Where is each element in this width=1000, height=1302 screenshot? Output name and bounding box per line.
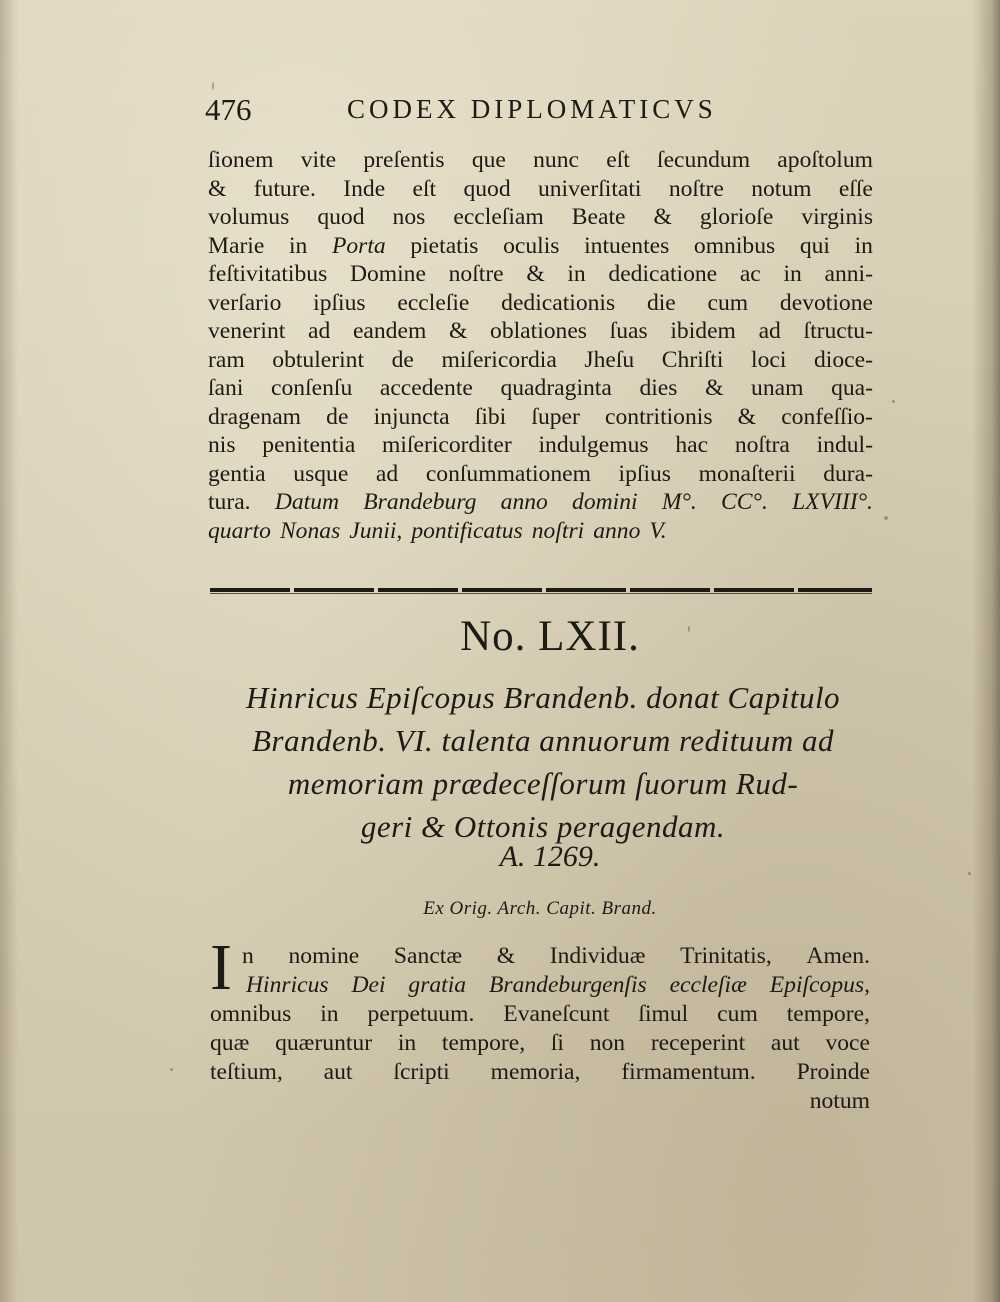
word: pietatis xyxy=(410,232,479,259)
word: volumus xyxy=(208,204,290,230)
word: dies xyxy=(639,375,678,401)
word: die xyxy=(646,289,676,316)
word: conſummationem xyxy=(425,460,591,487)
word: receperint xyxy=(650,1030,746,1056)
word: qui xyxy=(799,232,830,259)
word: Brandeburg xyxy=(363,489,477,515)
word: usque xyxy=(293,460,349,487)
word: omnibus xyxy=(210,1001,292,1027)
word: feſtivitatibus xyxy=(208,261,328,287)
word: de xyxy=(326,403,349,430)
word: Inde xyxy=(343,175,386,202)
word: ſtructu- xyxy=(803,318,873,344)
word: nis xyxy=(208,432,236,458)
word: injuncta xyxy=(373,403,450,430)
word: anni- xyxy=(824,261,873,287)
text-line xyxy=(208,488,873,517)
word: monaſterii xyxy=(698,460,796,487)
text-line xyxy=(208,460,873,489)
word: venerint xyxy=(208,318,286,344)
running-head xyxy=(205,92,745,132)
word: quæ xyxy=(210,1030,250,1056)
divider-thin-line xyxy=(210,593,872,594)
word: Evaneſcunt xyxy=(503,1001,610,1027)
text-line xyxy=(210,1058,870,1087)
word: ipſius xyxy=(313,289,366,316)
word: quod xyxy=(463,175,511,202)
text-line xyxy=(210,971,870,1000)
word: anno xyxy=(500,489,548,515)
word: dioce- xyxy=(814,346,873,373)
word: ſcripti xyxy=(393,1059,450,1085)
word: teſtium, xyxy=(210,1059,283,1085)
word: que xyxy=(471,147,506,173)
word: tempore, xyxy=(441,1030,526,1056)
word: noſtre xyxy=(668,175,724,202)
word: ſionem xyxy=(208,147,274,173)
word: intuentes xyxy=(584,232,670,259)
word: & xyxy=(448,318,468,344)
word: Jheſu xyxy=(584,346,635,373)
word: noſtre xyxy=(448,261,504,287)
word: obtulerint xyxy=(272,346,365,373)
catchword: notum xyxy=(809,1088,870,1114)
word: penitentia xyxy=(262,432,356,458)
word: ſani xyxy=(208,375,244,401)
body-paragraph xyxy=(208,146,873,545)
word: Trinitatis, xyxy=(680,943,772,969)
word: voce xyxy=(825,1030,870,1056)
word: & xyxy=(208,175,227,202)
word: contritionis xyxy=(605,403,713,430)
headnote-line: memoriam prædeceſſorum ſuorum Rud- xyxy=(287,766,799,801)
word: preſentis xyxy=(363,147,445,173)
paper-speck xyxy=(170,1068,173,1071)
word: quarto xyxy=(208,517,271,544)
word: apoſtolum xyxy=(777,147,873,173)
headnote-line: Brandenb. VI. talenta annuorum redituum ad xyxy=(251,723,835,758)
word: omnibus xyxy=(693,232,776,259)
headnote-line: geri & Ottonis peragendam. xyxy=(360,809,726,844)
word: Epiſcopus, xyxy=(769,972,870,998)
word: eſt xyxy=(412,175,437,202)
word: de xyxy=(391,346,414,373)
word: perpetuum. xyxy=(367,1001,475,1027)
divider-thick-line xyxy=(210,588,872,592)
word: nomine xyxy=(288,943,360,969)
word: conſenſu xyxy=(271,375,353,401)
word: noſtra xyxy=(734,432,790,458)
word: Brandeburgenſis xyxy=(488,972,647,998)
word: in xyxy=(567,261,586,287)
word: miſericordia xyxy=(441,346,557,373)
paper-speck xyxy=(212,82,214,90)
text-line xyxy=(208,431,873,460)
word: Sanctæ xyxy=(393,943,463,969)
text-line xyxy=(210,1029,870,1058)
document-date: A. 1269. xyxy=(499,840,601,873)
word: vite xyxy=(300,147,337,173)
word: ſi xyxy=(550,1030,564,1056)
word: Beate xyxy=(571,204,626,230)
text-line xyxy=(208,146,873,175)
word: ſecundum xyxy=(657,147,751,173)
word: hac xyxy=(675,432,709,458)
text-line xyxy=(208,317,873,346)
word: V. xyxy=(649,517,667,544)
word: virginis xyxy=(801,204,873,230)
word: ſimul xyxy=(638,1001,689,1027)
word: eandem xyxy=(352,318,427,344)
word: ſuper xyxy=(531,403,580,430)
word: quæruntur xyxy=(275,1030,373,1056)
text-line xyxy=(208,289,873,318)
word: ipſius xyxy=(618,460,671,487)
word: Individuæ xyxy=(549,943,646,969)
word: loci xyxy=(751,346,787,373)
word: & xyxy=(737,403,757,430)
text-line xyxy=(208,232,873,261)
word: dedicationis xyxy=(501,289,616,316)
word: eccleſiam xyxy=(453,204,544,230)
word: & xyxy=(526,261,545,287)
word: eccleſie xyxy=(397,289,470,316)
document-headnote xyxy=(198,676,888,848)
word: ac xyxy=(739,261,761,287)
word: tura. xyxy=(208,489,251,515)
word: confeſſio- xyxy=(781,403,873,430)
word: in xyxy=(288,232,308,259)
word: ſuas xyxy=(609,318,648,344)
word: Domine xyxy=(349,261,426,287)
source-citation: Ex Orig. Arch. Capit. Brand. xyxy=(423,898,657,919)
paper-speck xyxy=(892,400,895,403)
word: quadraginta xyxy=(500,375,612,401)
word: in xyxy=(397,1030,417,1056)
text-line xyxy=(210,1000,870,1029)
word: nos xyxy=(392,204,426,230)
word: domini xyxy=(572,489,638,515)
word: unam xyxy=(751,375,804,401)
word: CC°. xyxy=(721,489,768,515)
word: Junii, xyxy=(349,517,403,544)
word: Chriſti xyxy=(661,346,724,373)
word: ram xyxy=(208,346,245,373)
word: in xyxy=(320,1001,339,1027)
running-head-title: CODEX DIPLOMATICVS xyxy=(347,94,717,124)
word: qua- xyxy=(831,375,873,401)
word: univerſitati xyxy=(537,175,642,202)
word: tempore, xyxy=(786,1001,870,1027)
word: & xyxy=(496,943,516,969)
word: firmamentum. xyxy=(621,1059,756,1085)
word: oculis xyxy=(503,232,560,259)
paper-speck xyxy=(884,516,888,520)
word: Datum xyxy=(274,489,340,515)
word: notum xyxy=(751,175,812,202)
word: future. xyxy=(253,175,316,202)
word: dedicatione xyxy=(608,261,718,287)
word: dragenam xyxy=(208,403,302,430)
word: Nonas xyxy=(279,517,341,544)
word: memoria, xyxy=(490,1059,581,1085)
word: nunc xyxy=(533,147,579,173)
charter-text xyxy=(210,942,870,1116)
word: M°. xyxy=(661,489,697,515)
text-line xyxy=(208,346,873,375)
page-number: 476 xyxy=(205,92,252,127)
word: indulgemus xyxy=(538,432,649,458)
word: ad xyxy=(307,318,331,344)
word: ſibi xyxy=(474,403,507,430)
word: Porta xyxy=(331,232,386,259)
word: ad xyxy=(758,318,781,344)
word: Dei xyxy=(351,972,386,998)
word: ad xyxy=(375,460,399,487)
word: devotione xyxy=(779,289,873,316)
headnote-line: Hinricus Epiſcopus Brandenb. donat Capitulo xyxy=(245,680,841,715)
document-number-heading: No. LXII. xyxy=(460,613,640,660)
word: noſtri xyxy=(531,517,585,544)
word: ibidem xyxy=(670,318,736,344)
catchword-line xyxy=(210,1087,870,1116)
word: eſſe xyxy=(838,175,873,202)
text-line xyxy=(208,260,873,289)
word: eſt xyxy=(606,147,630,173)
word: Hinricus xyxy=(246,972,329,998)
word: aut xyxy=(770,1030,800,1056)
word: cum xyxy=(707,289,749,316)
word: Marie xyxy=(208,232,265,259)
word: aut xyxy=(323,1059,353,1085)
text-line xyxy=(208,403,873,432)
word: anno xyxy=(593,517,641,544)
text-line xyxy=(208,175,873,204)
word: gratia xyxy=(408,972,467,998)
word: & xyxy=(705,375,724,401)
drop-cap-initial: I xyxy=(210,931,232,1004)
word: dura- xyxy=(823,460,873,487)
section-divider-rule xyxy=(210,588,872,593)
word: Proinde xyxy=(796,1059,870,1085)
word: & xyxy=(653,204,672,230)
text-line xyxy=(208,517,873,546)
word: eccleſiæ xyxy=(669,972,747,998)
word: miſericorditer xyxy=(382,432,512,458)
word: non xyxy=(589,1030,626,1056)
word: indul- xyxy=(816,432,873,458)
word: cum xyxy=(717,1001,758,1027)
word: in xyxy=(783,261,802,287)
word: accedente xyxy=(379,375,473,401)
word: quod xyxy=(317,204,365,230)
word: gentia xyxy=(208,460,266,487)
word: oblationes xyxy=(490,318,587,344)
text-line xyxy=(210,942,870,971)
word: verſario xyxy=(208,289,282,316)
word: Amen. xyxy=(806,943,870,969)
text-line xyxy=(208,374,873,403)
word: LXVIII°. xyxy=(792,489,873,515)
text-line xyxy=(208,203,873,232)
word: pontificatus xyxy=(411,517,523,544)
word: glorioſe xyxy=(699,204,774,230)
word: n xyxy=(242,943,254,969)
word: in xyxy=(854,232,873,259)
